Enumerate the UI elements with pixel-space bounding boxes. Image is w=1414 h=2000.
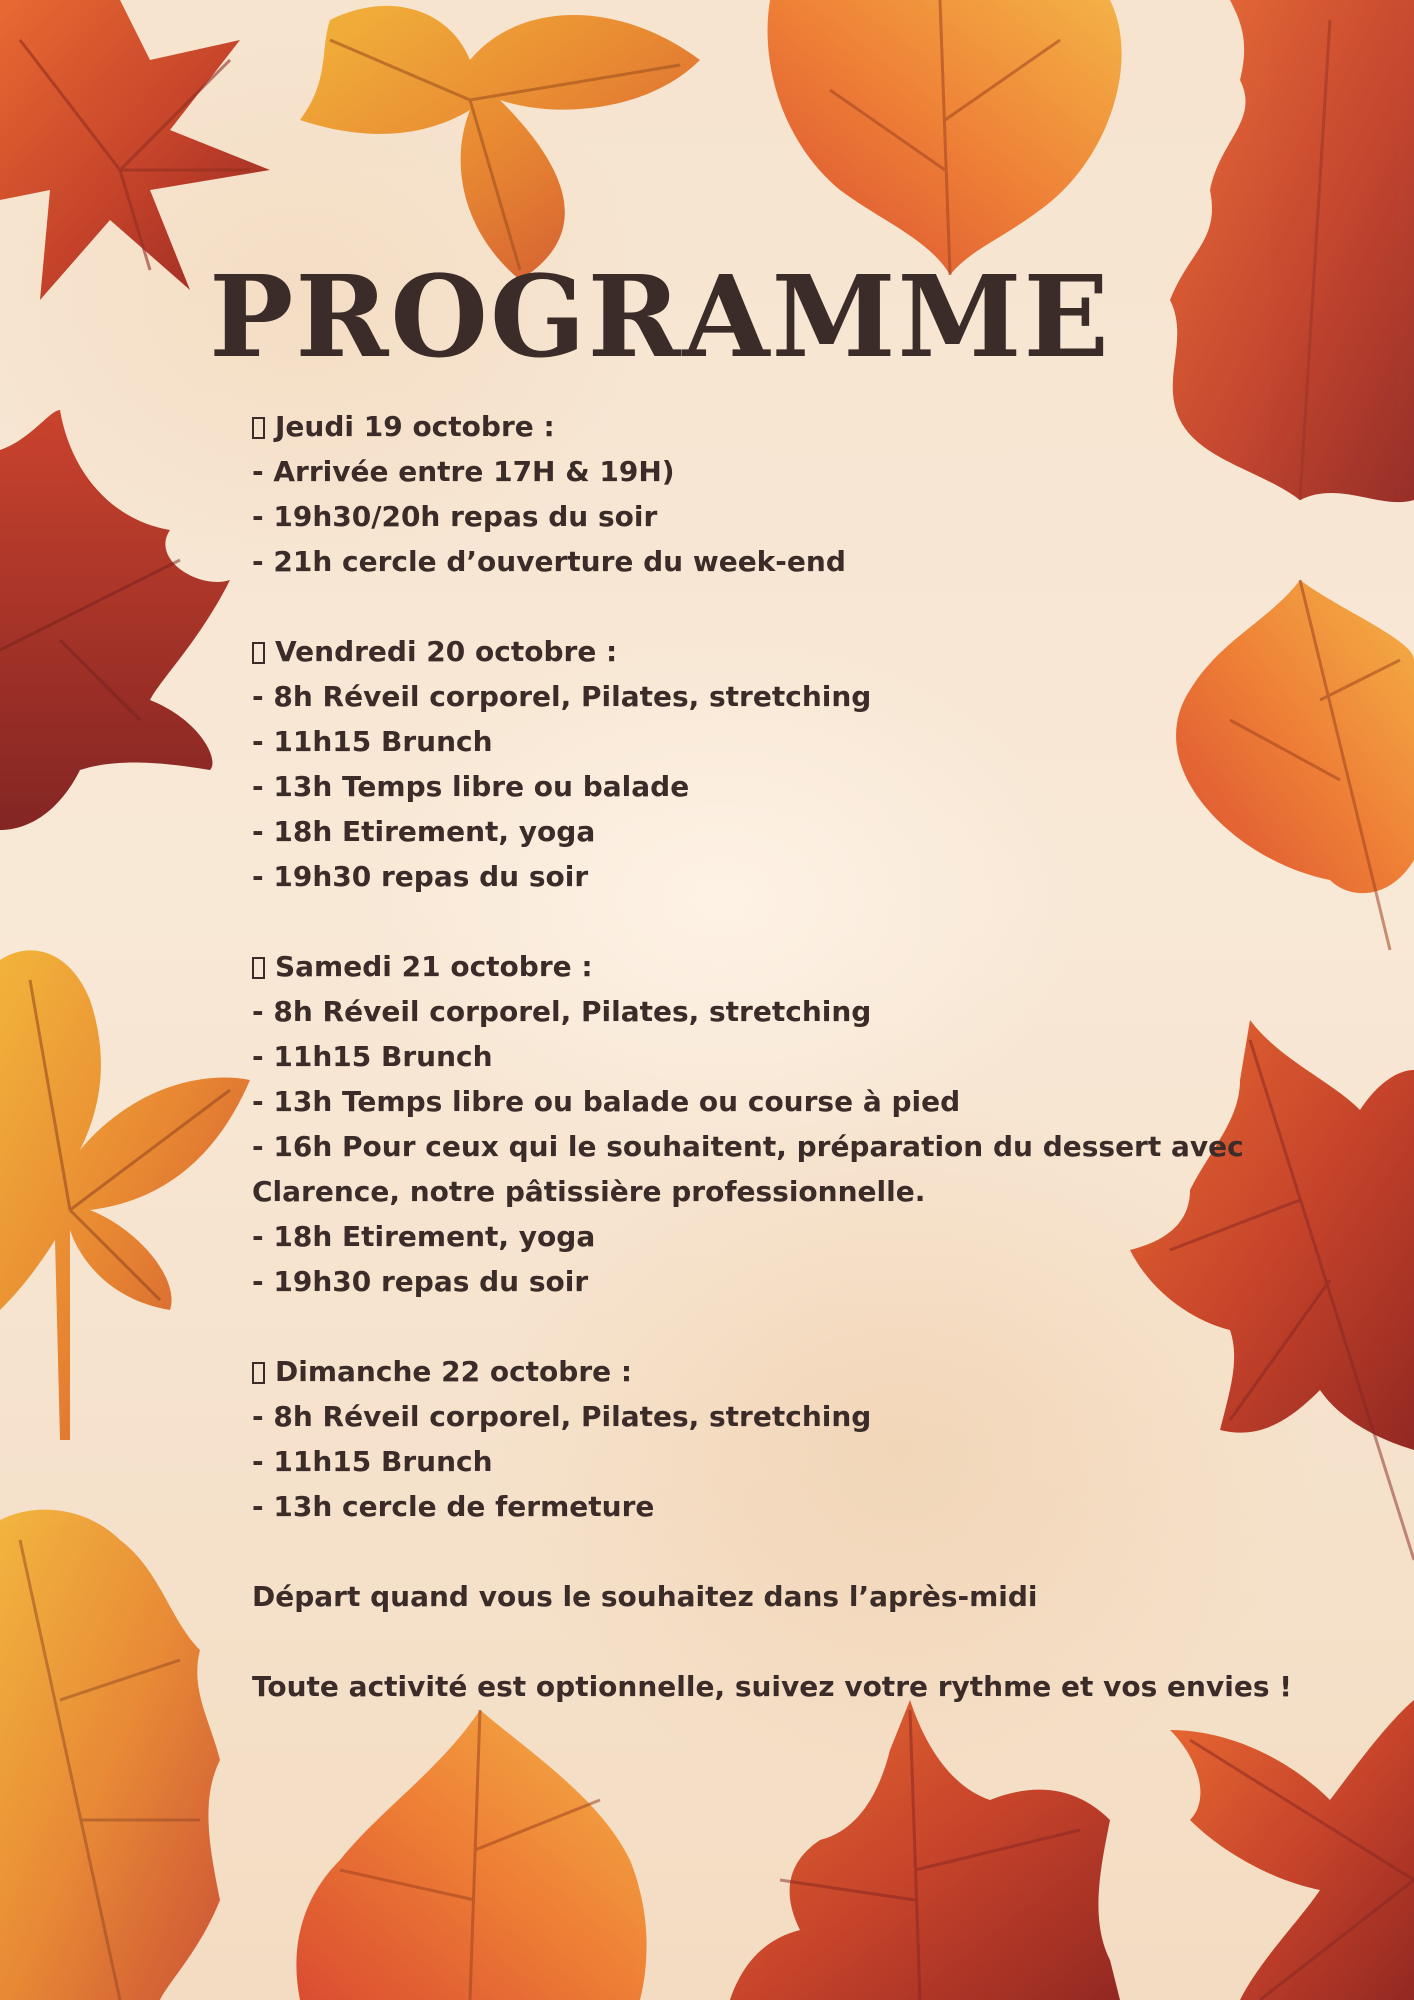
day-heading: Samedi 21 octobre :: [252, 944, 1382, 989]
leaf-left-middle: [0, 950, 250, 1440]
schedule-item: - 18h Etirement, yoga: [252, 1220, 596, 1253]
programme-schedule: [252, 404, 1382, 1754]
closing-note: Toute activité est optionnelle, suivez votre rythme et vos envies !: [252, 1670, 1293, 1703]
schedule-item: - 8h Réveil corporel, Pilates, stretching: [252, 995, 872, 1028]
departure-note: Départ quand vous le souhaitez dans l’après-midi: [252, 1580, 1038, 1613]
day-block-friday: [252, 629, 1382, 899]
missing-glyph-box-icon: [252, 1362, 265, 1384]
page-title: PROGRAMME: [209, 252, 1111, 383]
schedule-item: - 16h Pour ceux qui le souhaitent, préparation du dessert avec Clarence, notre pâtissière professionnelle.: [252, 1130, 1244, 1208]
day-block-saturday: [252, 944, 1382, 1304]
missing-glyph-box-icon: [252, 417, 265, 439]
missing-glyph-box-icon: [252, 642, 265, 664]
day-heading: Vendredi 20 octobre :: [252, 629, 1382, 674]
schedule-item: - 19h30/20h repas du soir: [252, 500, 658, 533]
schedule-item: - Arrivée entre 17H & 19H): [252, 455, 675, 488]
day-block-sunday: [252, 1349, 1382, 1529]
schedule-item: - 13h Temps libre ou balade ou course à pied: [252, 1085, 961, 1118]
schedule-item: - 13h cercle de fermeture: [252, 1490, 655, 1523]
schedule-item: - 19h30 repas du soir: [252, 860, 589, 893]
day-block-thursday: [252, 404, 1382, 584]
leaf-top-center: [768, 0, 1122, 275]
schedule-item: - 11h15 Brunch: [252, 1040, 493, 1073]
missing-glyph-box-icon: [252, 957, 265, 979]
schedule-item: - 8h Réveil corporel, Pilates, stretching: [252, 1400, 872, 1433]
leaf-left-upper: [0, 410, 230, 830]
schedule-item: - 8h Réveil corporel, Pilates, stretching: [252, 680, 872, 713]
schedule-item: - 21h cercle d’ouverture du week-end: [252, 545, 846, 578]
leaf-bottom-left: [0, 1510, 220, 2000]
day-heading: Jeudi 19 octobre :: [252, 404, 1382, 449]
schedule-item: - 19h30 repas du soir: [252, 1265, 589, 1298]
schedule-item: - 11h15 Brunch: [252, 725, 493, 758]
schedule-item: - 13h Temps libre ou balade: [252, 770, 690, 803]
schedule-item: - 18h Etirement, yoga: [252, 815, 596, 848]
day-heading: Dimanche 22 octobre :: [252, 1349, 1382, 1394]
leaf-top-center-left: [300, 6, 700, 280]
schedule-item: - 11h15 Brunch: [252, 1445, 493, 1478]
